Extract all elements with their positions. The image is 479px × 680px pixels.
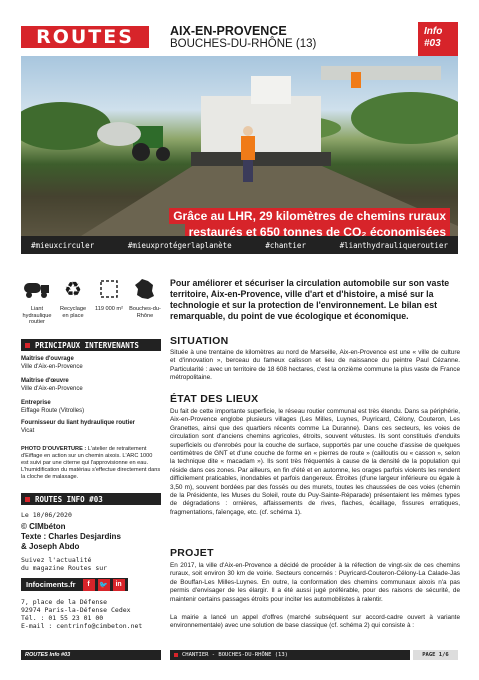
social-bar bbox=[21, 578, 128, 591]
routes-info-heading bbox=[21, 493, 161, 505]
photo-note-text: L'atelier de retraitement d'Eiffage en action sur un chemin aixois. L'ARC 1000 est suivi par une citerne qui l'approvisionne en eau. L'humidification du matériau s'effectue directement dans la cloche de malaxage. bbox=[21, 446, 161, 480]
participant-name: Ville d'Aix-en-Provence bbox=[21, 363, 83, 370]
tree-shape bbox=[21, 102, 111, 150]
section-title-situation: SITUATION bbox=[170, 335, 229, 347]
author-line-2: & Joseph Abdo bbox=[21, 542, 80, 551]
email-line[interactable]: E-mail : centrinfo@cimbeton.net bbox=[21, 622, 143, 630]
infociments-link[interactable]: Infociments.fr bbox=[26, 580, 76, 589]
info-badge bbox=[418, 22, 458, 56]
footer-section bbox=[170, 650, 410, 660]
section-text-situation: Située à une trentaine de kilomètres au nord de Marseille, Aix-en-Provence est une « ville de culture et d'innovation », berceau du fameux calisson et lieu de naissance du peintre Paul Cézanne. Particularité : avec un territoire de 18 608 hectares, c'est la onzième commune la plus vaste de France métropolitaine. bbox=[170, 349, 461, 382]
participant-entry bbox=[21, 356, 161, 371]
key-figure-binder bbox=[21, 276, 53, 326]
article-intro: Pour améliorer et sécuriser la circulation automobile sur son vaste territoire, Aix-en-Provence, ville d'art et d'histoire, a misé sur la technologie et sur la protection de l'environnement. Le bilan est remarquable, du point de vue écologique et économique. bbox=[170, 278, 450, 321]
badge-line-1: Info bbox=[424, 26, 443, 37]
hashtag[interactable]: #chantier bbox=[265, 240, 306, 250]
machine-cabin-shape bbox=[251, 76, 291, 104]
machine-tracks-shape bbox=[191, 152, 331, 166]
section-title-projet: PROJET bbox=[170, 547, 214, 559]
section-text-projet: En 2017, la ville d'Aix-en-Provence a décidé de procéder à la réfection de vingt-six de ces chemins ruraux, soit environ 30 km de voirie. Secteurs concernés : Puyricard-Couteron-Célony-La Calade-Jas de Bouffan-Les Milles-Luynes. En outre, la conformation des chemins communaux aixois n'a pas permis d'envisager de les élargir. Il a été aussi jugé préférable, pour des raisons de sécurité, de maintenir certains passages étroits pour inciter les automobilistes à ralentir. bbox=[170, 562, 460, 603]
red-square-icon bbox=[25, 497, 30, 502]
follow-text bbox=[21, 556, 107, 572]
badge-line-2: #03 bbox=[424, 38, 441, 49]
machine-arm-shape bbox=[321, 66, 441, 80]
participant-entry bbox=[21, 378, 161, 393]
key-figure-label: Bouches-du-Rhône bbox=[129, 306, 161, 319]
address-block bbox=[21, 598, 142, 630]
footer-section-label: CHANTIER - BOUCHES-DU-RHÔNE (13) bbox=[182, 652, 288, 658]
participant-name: Ville d'Aix-en-Provence bbox=[21, 385, 83, 392]
routes-logo: ROUTES bbox=[21, 26, 149, 48]
key-figure-label: 119 000 m² bbox=[95, 306, 123, 312]
participant-entry bbox=[21, 420, 161, 435]
key-figure-area bbox=[93, 276, 125, 313]
hero-photo bbox=[21, 56, 458, 236]
footer-publication: ROUTES Info #03 bbox=[21, 650, 161, 660]
publication-date: Le 10/06/2020 bbox=[21, 511, 72, 519]
recycle-icon: ♻ bbox=[64, 278, 82, 301]
recycler-machine-shape bbox=[201, 96, 321, 156]
tractor-wheel bbox=[132, 143, 150, 161]
participant-entry bbox=[21, 400, 161, 415]
tree-shape bbox=[351, 92, 458, 144]
photo-note bbox=[21, 446, 161, 481]
worker-legs-shape bbox=[243, 160, 253, 182]
key-figure-recycling bbox=[57, 276, 89, 319]
participants-heading bbox=[21, 339, 161, 351]
tractor-wheel bbox=[156, 147, 170, 161]
copyright: © CIMbéton bbox=[21, 522, 66, 531]
page-header bbox=[0, 0, 479, 56]
worker-head-shape bbox=[243, 126, 253, 136]
participant-role: Maîtrise d'ouvrage bbox=[21, 356, 74, 362]
section-text-etat: Du fait de cette importante superficie, le réseau routier communal est très étendu. Dans sa périphérie, Aix-en-Provence englobe plusieurs villages (Les Milles, Luynes, Puyricard, Célony, Couteron, Les Granettes, ainsi que des quartiers récents comme La Duranne). Dans ces secteurs, les voies de circulation sont d'anciens chemins agricoles, étroits, souvent vétustes. Ils sont constitués d'enduits superficiels ou d'enrobés pour la couche de surface, supportés par une couche d'assise de quelques centimètres de GNT et d'une couche de forme en « pierres de route » (cailloutis ou « casson », selon la technique dite « macadam »). Ils sont très fréquentés à cause de la densité de la population qui réside dans ces zones. Par ailleurs, en fin d'été et en automne, les orages parfois violents les rendent difficilement praticables, inondables et parfois dangereux. Étroites (d'une largeur inférieure ou égale à 3,50 m), souvent bordées par des fossés ou des murets, toutes les chaussées de ces voies (chemin de la Présidente, les Muses du Soleil, route du Puy-Sainte-Réparade) présentaient les mêmes types de dégradations : ornières, affaissements de rives, flaches, écaillage, fissures erratiques, fragmentations, faïençage, etc. (cf. schéma 1). bbox=[170, 408, 460, 516]
author-line-1: Texte : Charles Desjardins bbox=[21, 532, 121, 541]
follow-line-2: du magazine Routes sur bbox=[21, 564, 108, 572]
facebook-icon[interactable]: f bbox=[83, 579, 95, 591]
follow-line-1: Suivez l'actualité bbox=[21, 556, 92, 564]
key-figure-label: Liant hydraulique routier bbox=[22, 306, 52, 325]
routes-info-title: ROUTES INFO #03 bbox=[35, 494, 103, 504]
worker-shape bbox=[241, 136, 255, 160]
page-number: PAGE 1/6 bbox=[413, 650, 458, 660]
worker-shape bbox=[351, 72, 361, 88]
france-map-icon bbox=[129, 276, 161, 302]
hashtag-bar bbox=[21, 236, 458, 254]
hero-caption-line-1: Grâce au LHR, 29 kilomètres de chemins ruraux bbox=[169, 208, 450, 224]
twitter-icon[interactable]: 🐦 bbox=[98, 579, 110, 591]
key-figure-label: Recyclage en place bbox=[59, 306, 87, 319]
water-tank-shape bbox=[97, 122, 141, 146]
linkedin-icon[interactable]: in bbox=[113, 579, 125, 591]
participant-name: Vicat bbox=[21, 427, 35, 434]
phone-line: Tél. : 01 55 23 01 00 bbox=[21, 614, 104, 622]
address-line: 92974 Paris-la-Défense Cedex bbox=[21, 606, 131, 614]
red-square-icon bbox=[25, 343, 30, 348]
hashtag[interactable]: #mieuxcirculer bbox=[31, 240, 95, 250]
participant-name: Eiffage Route (Vitrolles) bbox=[21, 407, 85, 414]
hashtag[interactable]: #lianthydrauliqueroutier bbox=[339, 240, 448, 250]
address-line: 7, place de la Défense bbox=[21, 598, 108, 606]
participant-role: Entreprise bbox=[21, 400, 51, 406]
key-figures bbox=[21, 276, 161, 328]
city-title: AIX-EN-PROVENCE bbox=[170, 24, 287, 38]
department-subtitle: BOUCHES-DU-RHÔNE (13) bbox=[170, 38, 317, 50]
participants-title: PRINCIPAUX INTERVENANTS bbox=[35, 340, 139, 350]
hero-caption-line-2: restaurés et 650 tonnes de CO₂ économisées bbox=[185, 224, 450, 236]
red-square-icon bbox=[174, 653, 178, 657]
hero-caption bbox=[169, 208, 450, 236]
credits bbox=[21, 522, 121, 552]
photo-note-label: PHOTO D'OUVERTURE : bbox=[21, 446, 87, 452]
section-text-projet-2: La mairie a lancé un appel d'offres (marché subséquent sur accord-cadre ouvert à variante environnementale) avec une solution de base classique (cf. schéma 2) qui consiste à : bbox=[170, 614, 460, 630]
participant-role: Fournisseur du liant hydraulique routier bbox=[21, 420, 136, 426]
area-icon bbox=[93, 276, 125, 302]
participant-role: Maîtrise d'œuvre bbox=[21, 378, 69, 384]
truck-icon bbox=[21, 276, 53, 302]
key-figure-region bbox=[129, 276, 161, 319]
hashtag[interactable]: #mieuxprotégerlaplanète bbox=[127, 240, 232, 250]
section-title-etat: ÉTAT DES LIEUX bbox=[170, 393, 259, 405]
